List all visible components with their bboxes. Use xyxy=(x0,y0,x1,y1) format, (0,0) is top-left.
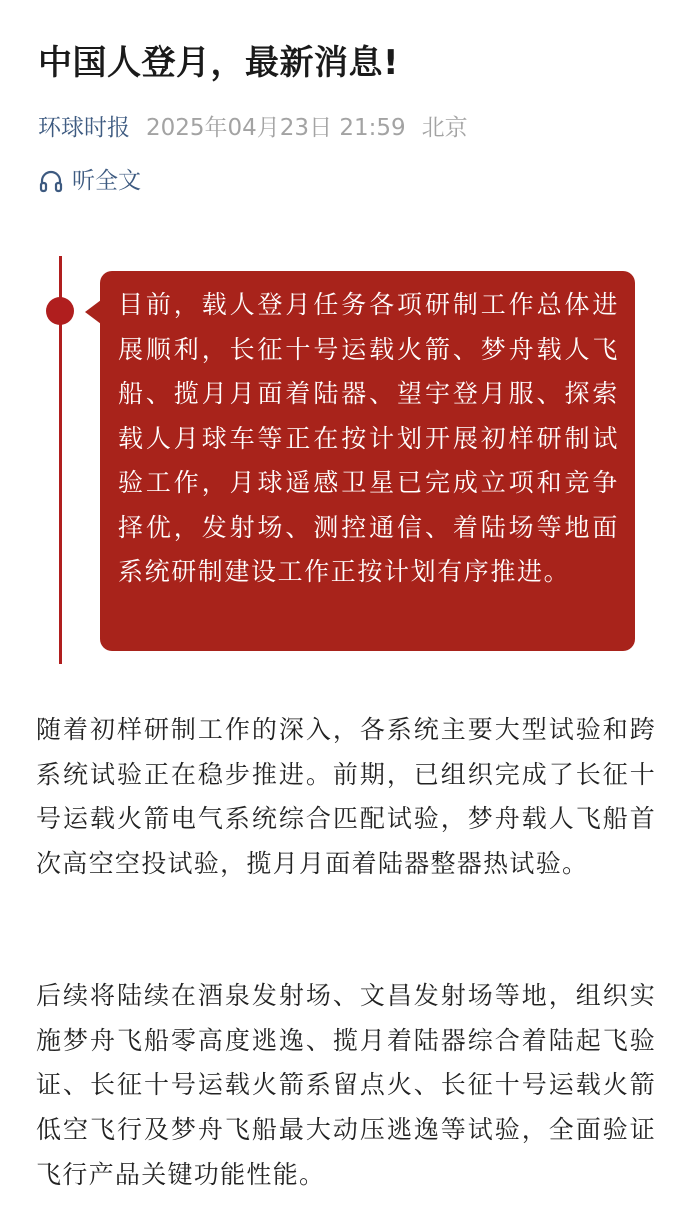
article-meta xyxy=(38,110,658,146)
page-title: 中国人登月，最新消息! xyxy=(38,43,400,83)
article-paragraph-1: 随着初样研制工作的深入，各系统主要大型试验和跨系统试验正在稳步推进。前期，已组织完成了长征十号运载火箭电气系统综合匹配试验，梦舟载人飞船首次高空空投试验，揽月月面着陆器整器热试验。 xyxy=(36,715,656,879)
publish-datetime: 2025年04月23日 21:59 xyxy=(146,115,406,141)
listen-button[interactable] xyxy=(38,163,141,199)
source-link[interactable]: 环球时报 xyxy=(38,115,130,141)
timeline-dot xyxy=(46,297,74,325)
article-paragraph-2: 后续将陆续在酒泉发射场、文昌发射场等地，组织实施梦舟飞船零高度逃逸、揽月着陆器综合着陆起飞验证、长征十号运载火箭系留点火、长征十号运载火箭低空飞行及梦舟飞船最大动压逃逸等试验，全面验证飞行产品关键功能性能。 xyxy=(36,981,656,1189)
listen-label: 听全文 xyxy=(72,168,141,194)
location-label: 北京 xyxy=(421,115,468,141)
callout-pointer xyxy=(85,300,101,324)
headphones-icon xyxy=(38,168,64,194)
highlight-callout: 目前，载人登月任务各项研制工作总体进展顺利，长征十号运载火箭、梦舟载人飞船、揽月月面着陆器、望宇登月服、探索载人月球车等正在按计划开展初样研制试验工作，月球遥感卫星已完成立项和竞争择优，发射场、测控通信、着陆场等地面系统研制建设工作正按计划有序推进。 xyxy=(100,271,635,651)
